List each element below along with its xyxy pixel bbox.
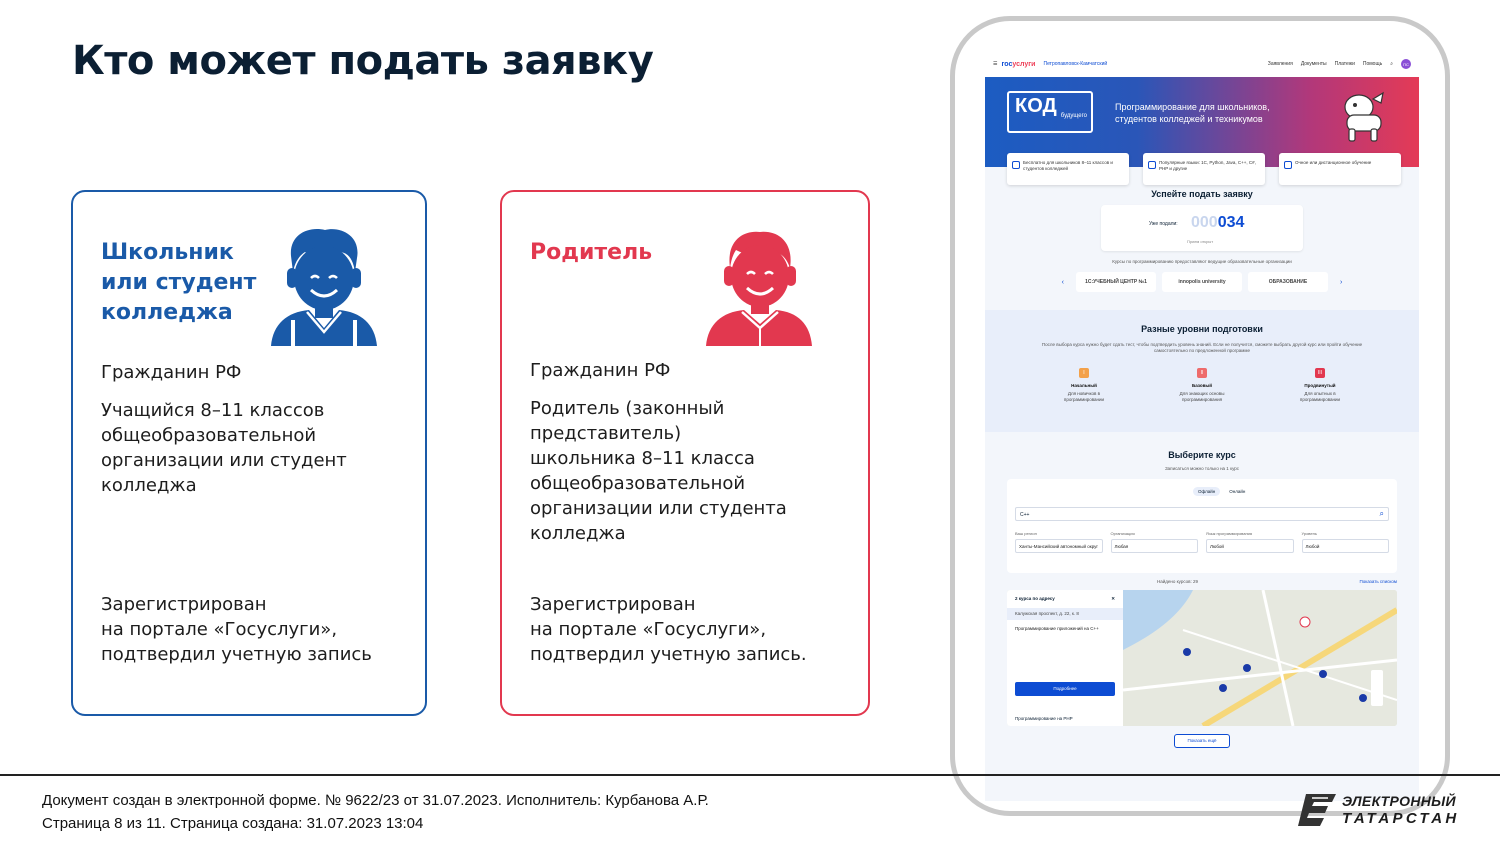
level-beginner: I Начальный Для новичков в программировании	[1063, 370, 1105, 402]
tatarstan-emblem-icon	[1298, 792, 1338, 828]
nav-link-documents[interactable]: Документы	[1300, 61, 1327, 67]
level-badge: III	[1315, 368, 1325, 378]
footer-page-info: Страница 8 из 11. Страница создана: 31.07.2023 13:04	[42, 815, 424, 832]
avatar[interactable]: ПС	[1401, 59, 1411, 69]
level-badge: II	[1197, 368, 1207, 378]
map-list-header: 2 курса по адресу	[1015, 596, 1055, 601]
gosuslugi-logo[interactable]: госуслуги	[1001, 60, 1036, 68]
student-icon	[269, 228, 379, 346]
robot-dog-icon	[1333, 87, 1393, 143]
course-section	[985, 432, 1419, 748]
course-subtitle: Записаться можно только на 1 курс	[1164, 466, 1240, 471]
level-filter[interactable]: Уровень Любой	[1302, 531, 1390, 553]
map-view[interactable]	[1123, 590, 1397, 726]
parent-citizenship: Гражданин РФ	[530, 360, 671, 381]
student-education: Учащийся 8–11 классов общеобразовательной организации или студент колледжа	[101, 400, 347, 496]
banner-text: Программирование для школьников, студентов колледжей и техникумов	[1115, 102, 1270, 124]
info-cards	[1007, 153, 1401, 185]
course-map	[1007, 590, 1397, 726]
level-advanced: III Продвинутый Для опытных в программировании	[1299, 370, 1341, 402]
show-list-link[interactable]: Показать списком	[1359, 579, 1397, 584]
info-card: Очное или дистанционное обучение	[1279, 153, 1401, 185]
region-selector[interactable]: Петропавловск-Камчатский	[1043, 61, 1108, 67]
info-card: Бесплатно для школьников 8–11 классов и студентов колледжей	[1007, 153, 1129, 185]
close-icon[interactable]: ✕	[1111, 596, 1115, 601]
level-badge: I	[1079, 368, 1089, 378]
levels-description: После выбора курса нужно будет сдать тест, чтобы подтвердить уровень знаний. Если не получится, сможете выбрать другой курс или пройти обучение самостоятельно по предложенной программе	[1041, 342, 1363, 353]
info-card: Популярные языки: 1С, Python, Java, C++, C#, PHP и другие	[1143, 153, 1265, 185]
logo-text-line1: ЭЛЕКТРОННЫЙ	[1342, 793, 1456, 809]
language-filter[interactable]: Язык программирования Любой	[1206, 531, 1294, 553]
region-filter[interactable]: Ваш регион Ханты-Мансийский автономный округ	[1015, 531, 1103, 553]
logo-text-line2: ТАТАРСТАН	[1342, 810, 1460, 827]
map-result-list	[1007, 590, 1123, 726]
details-button[interactable]: Подробнее	[1015, 682, 1115, 696]
partner-logo: 1С:УЧЕБНЫЙ ЦЕНТР №1	[1076, 272, 1156, 292]
levels-title: Разные уровни подготовки	[1141, 324, 1263, 334]
parent-card	[500, 190, 870, 716]
parent-card-heading: Родитель	[530, 240, 653, 265]
student-registration: Зарегистрирован на портале «Госуслуги», подтвердил учетную запись	[101, 594, 372, 665]
chevron-left-icon[interactable]: ‹	[1061, 278, 1064, 286]
apply-title: Успейте подать заявку	[1151, 189, 1253, 199]
levels-section	[985, 310, 1419, 432]
footer-document-info: Документ создан в электронной форме. № 9622/23 от 31.07.2023. Исполнитель: Курбанова А.Р.	[42, 792, 709, 809]
student-card-heading: Школьник или студент колледжа	[101, 240, 257, 325]
counter-label: Уже подали:	[1149, 221, 1178, 227]
electronic-tatarstan-logo	[1298, 792, 1458, 828]
kod-logo: КОД будущего	[1007, 91, 1093, 133]
course-title: Выберите курс	[1168, 450, 1236, 460]
partner-logo: innopolis university	[1162, 272, 1242, 292]
student-citizenship: Гражданин РФ	[101, 362, 242, 383]
parent-registration: Зарегистрирован на портале «Госуслуги», подтвердил учетную запись.	[530, 594, 807, 665]
partners-carousel	[985, 272, 1419, 292]
counter-status: Прием открыт	[1187, 239, 1214, 244]
student-card	[71, 190, 427, 716]
counter-value: 000034	[1191, 214, 1245, 231]
chevron-right-icon[interactable]: ›	[1340, 278, 1343, 286]
parent-icon	[704, 228, 814, 346]
slide-title: Кто может подать заявку	[72, 38, 654, 84]
map-list-address: Калужская проспект, д. 22, к. 8	[1007, 608, 1123, 620]
partners-caption: Курсы по программированию предоставляют ведущие образовательные организации	[1112, 259, 1292, 264]
map-list-program[interactable]: Программирование приложений на C++	[1015, 626, 1099, 631]
parent-relation: Родитель (законный представитель) школьника 8–11 класса общеобразовательной организации или студента колледжа	[530, 398, 787, 544]
show-more-button[interactable]: Показать ещё	[1174, 734, 1230, 748]
menu-icon[interactable]: ☰	[993, 61, 998, 67]
level-basic: II Базовый Для знающих основы программирования	[1179, 370, 1225, 402]
phone-mockup	[950, 16, 1450, 816]
applications-counter	[1101, 205, 1303, 251]
found-count: Найдено курсов: 29	[1157, 579, 1199, 584]
organization-filter[interactable]: Организация Любая	[1111, 531, 1199, 553]
gosuslugi-nav	[985, 51, 1419, 77]
nav-link-applications[interactable]: Заявления	[1267, 61, 1293, 67]
course-search-input[interactable]: C++ ⌕	[1015, 507, 1389, 521]
phone-screen	[985, 51, 1419, 801]
search-icon[interactable]: ⌕	[1390, 61, 1393, 67]
course-filter-panel	[1007, 479, 1397, 573]
tab-offline[interactable]: Офлайн	[1193, 487, 1220, 496]
tab-online[interactable]: Онлайн	[1229, 489, 1246, 494]
nav-link-help[interactable]: Помощь	[1362, 61, 1383, 67]
kod-banner	[985, 77, 1419, 171]
partner-logo: ОБРАЗОВАНИЕ	[1248, 272, 1328, 292]
footer-divider	[0, 774, 1500, 776]
map-list-item[interactable]: Программирование на PHP	[1015, 716, 1073, 721]
nav-link-payments[interactable]: Платежи	[1334, 61, 1355, 67]
